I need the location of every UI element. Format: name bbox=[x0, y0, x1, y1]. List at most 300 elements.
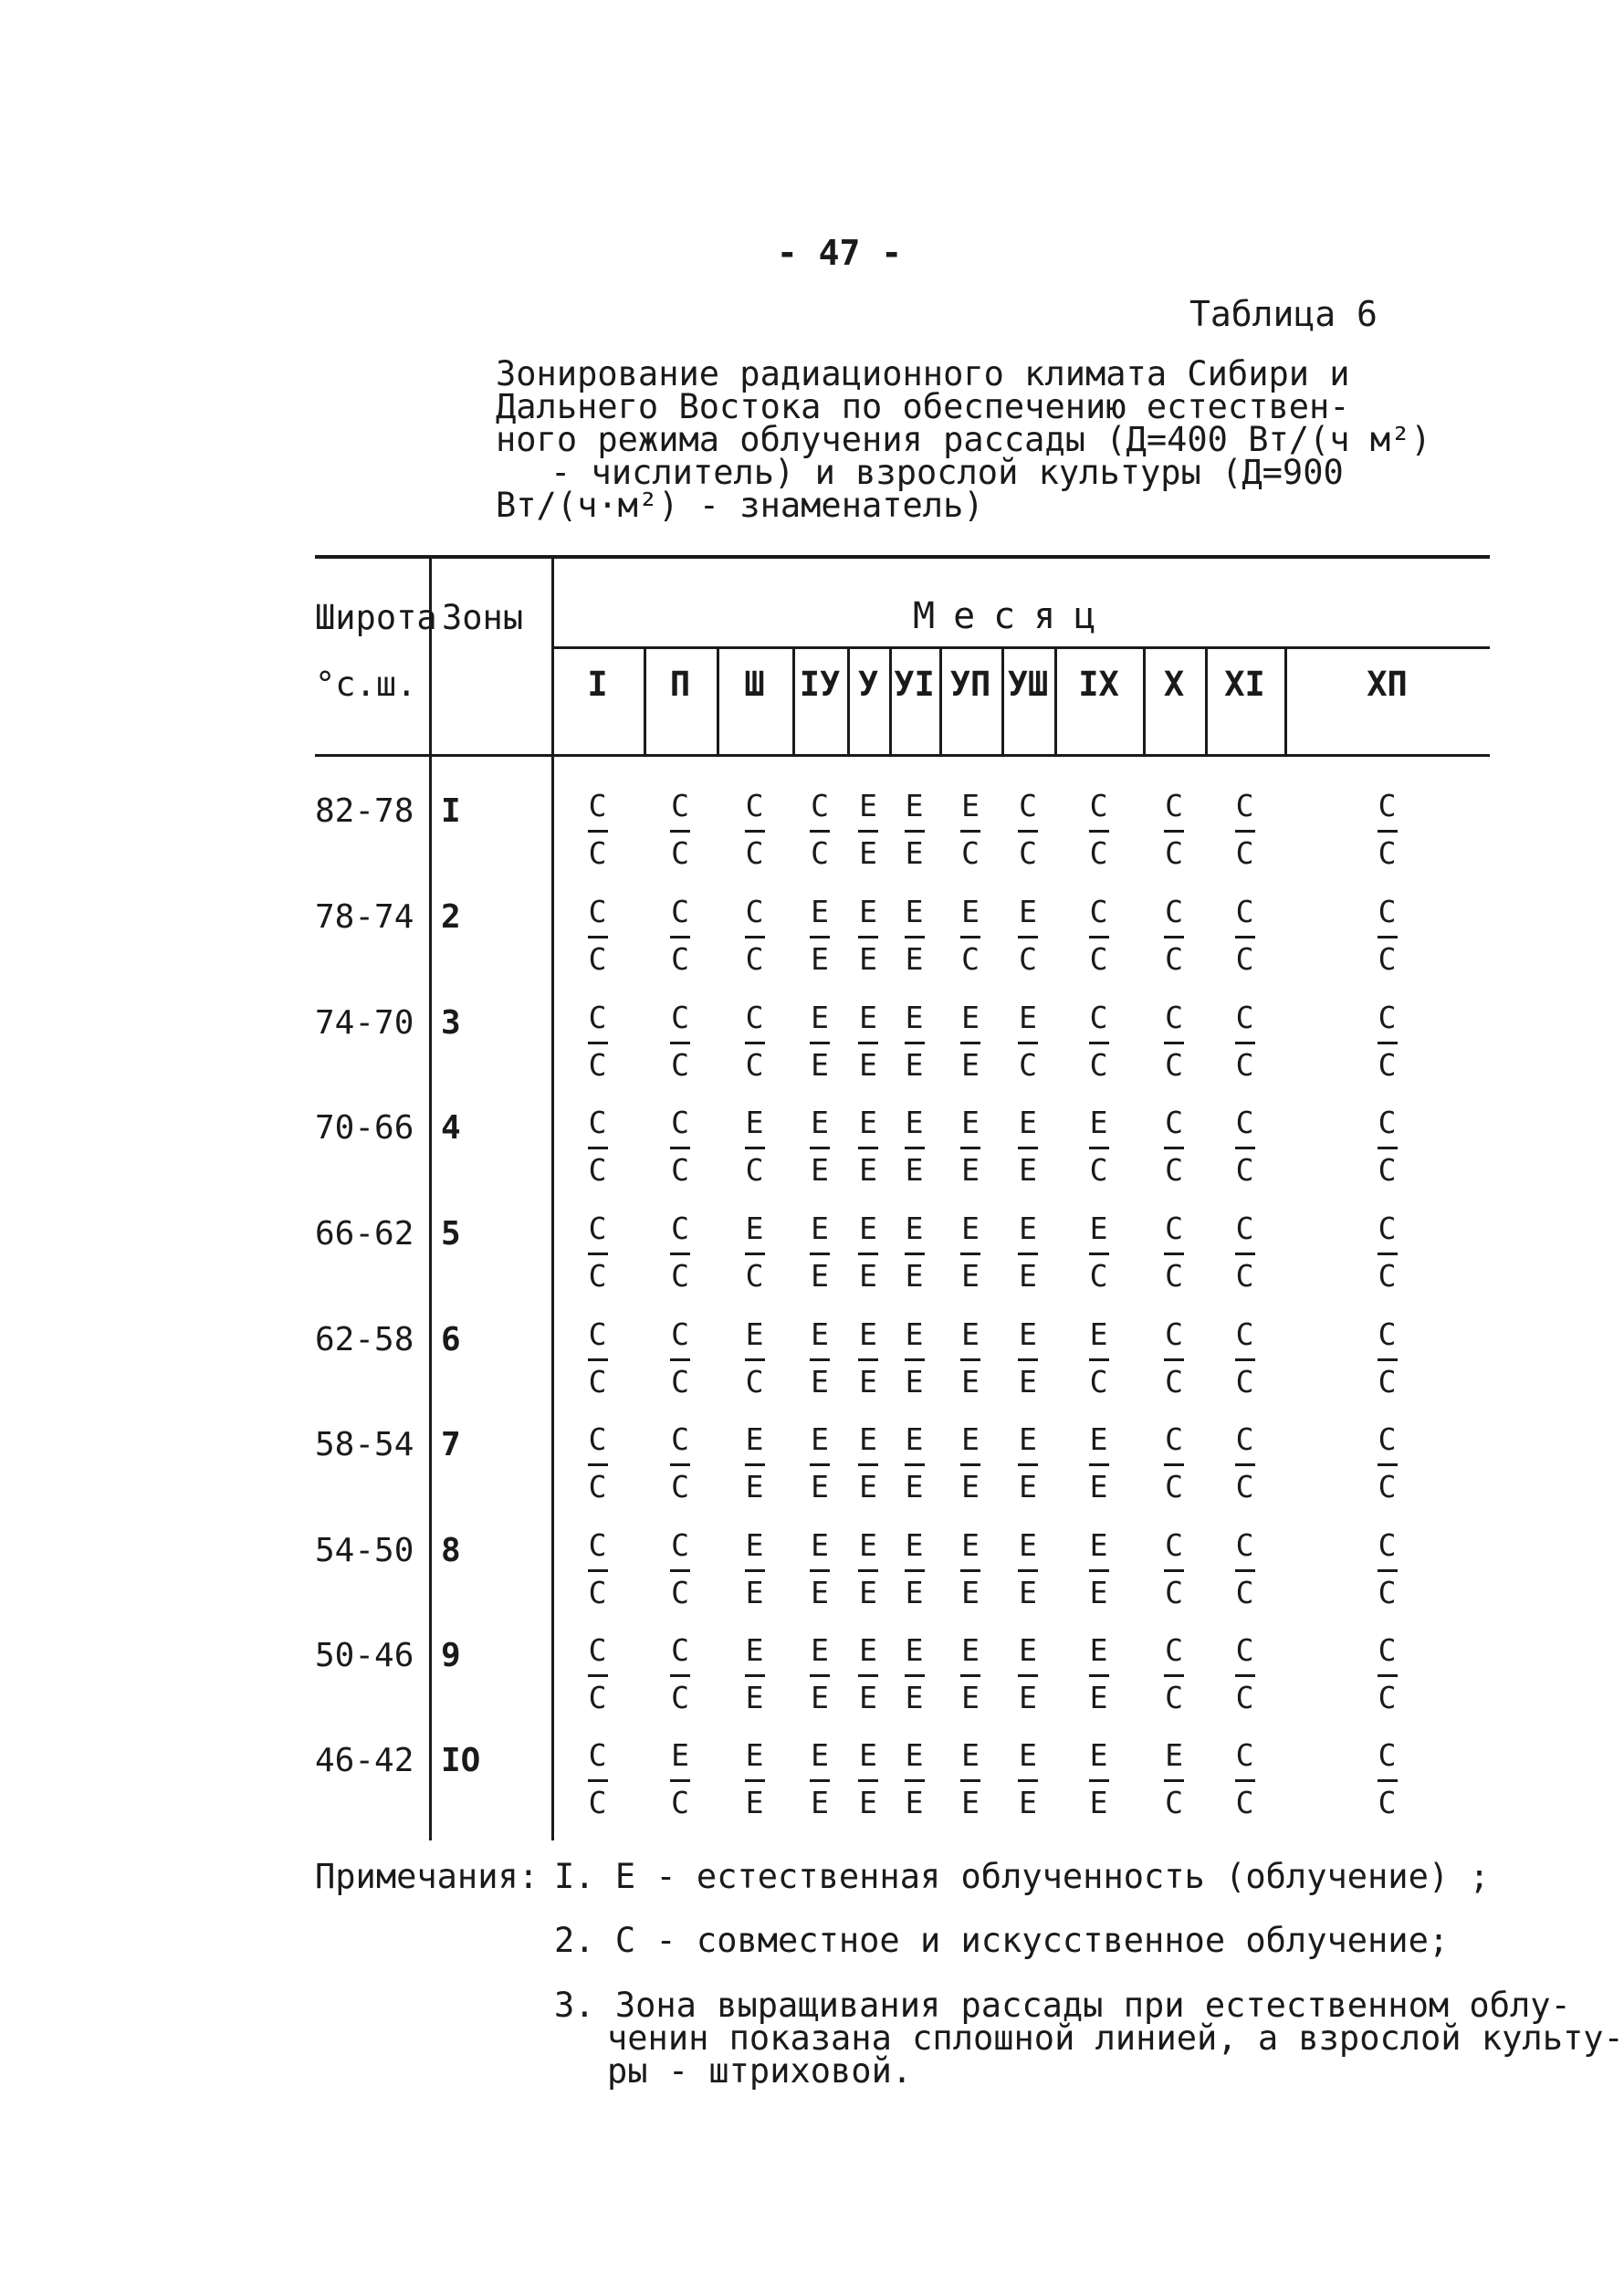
radiation-fraction-cell bbox=[1156, 1737, 1192, 1820]
latitude-cell: 70-66 bbox=[315, 1109, 414, 1147]
latitude-cell: 82-78 bbox=[315, 792, 414, 830]
fraction-numerator: Е bbox=[810, 1530, 830, 1572]
radiation-fraction-cell bbox=[662, 788, 698, 871]
radiation-fraction-cell bbox=[802, 788, 838, 871]
fraction-numerator: Е bbox=[1089, 1424, 1109, 1466]
fraction-denominator: С bbox=[1378, 1575, 1397, 1610]
fraction-numerator: Е bbox=[905, 1213, 925, 1255]
fraction-denominator: Е bbox=[961, 1575, 980, 1610]
fraction-denominator: Е bbox=[745, 1469, 764, 1504]
radiation-fraction-cell bbox=[896, 1632, 933, 1715]
fraction-denominator: Е bbox=[1089, 1469, 1108, 1504]
latitude-cell: 50-46 bbox=[315, 1637, 414, 1674]
fraction-denominator: Е bbox=[811, 1785, 829, 1820]
radiation-fraction-cell bbox=[580, 1632, 616, 1715]
radiation-fraction-cell bbox=[896, 1737, 933, 1820]
fraction-numerator: Е bbox=[858, 791, 878, 833]
fraction-numerator: Е bbox=[905, 1740, 925, 1782]
header-latitude-unit: °с.ш. bbox=[315, 665, 417, 704]
fraction-numerator: Е bbox=[960, 1424, 980, 1466]
radiation-fraction-cell bbox=[1081, 1316, 1117, 1400]
fraction-denominator: С bbox=[811, 835, 829, 871]
fraction-denominator: Е bbox=[905, 835, 924, 871]
fraction-numerator: С bbox=[745, 896, 765, 938]
fraction-numerator: Е bbox=[810, 896, 830, 938]
fraction-denominator: С bbox=[1235, 1680, 1254, 1715]
fraction-numerator: С bbox=[1164, 1635, 1184, 1677]
fraction-denominator: Е bbox=[1089, 1575, 1108, 1610]
caption-line: Зонирование радиационного климата Сибири и bbox=[496, 354, 1350, 393]
fraction-numerator: С bbox=[1235, 1213, 1255, 1255]
zone-cell: 9 bbox=[441, 1637, 461, 1674]
fraction-numerator: Е bbox=[810, 1319, 830, 1361]
fraction-numerator: Е bbox=[745, 1107, 765, 1149]
fraction-denominator: Е bbox=[745, 1785, 764, 1820]
fraction-numerator: С bbox=[670, 1213, 690, 1255]
fraction-denominator: Е bbox=[961, 1364, 980, 1400]
month-col-divider bbox=[1054, 649, 1057, 754]
fraction-denominator: С bbox=[1089, 835, 1108, 871]
fraction-denominator: С bbox=[1089, 1152, 1108, 1188]
radiation-fraction-cell bbox=[1010, 894, 1046, 977]
month-col-divider bbox=[792, 649, 795, 754]
latitude-cell: 62-58 bbox=[315, 1321, 414, 1358]
radiation-fraction-cell bbox=[1227, 1105, 1263, 1188]
fraction-numerator: Е bbox=[1018, 1107, 1038, 1149]
fraction-numerator: С bbox=[670, 1002, 690, 1044]
fraction-numerator: Е bbox=[960, 1530, 980, 1572]
fraction-denominator: С bbox=[1089, 1258, 1108, 1294]
fraction-numerator: Е bbox=[905, 1424, 925, 1466]
fraction-numerator: Е bbox=[905, 1107, 925, 1149]
fraction-denominator: С bbox=[1089, 1364, 1108, 1400]
radiation-fraction-cell bbox=[802, 1527, 838, 1610]
latitude-cell: 46-42 bbox=[315, 1742, 414, 1779]
radiation-fraction-cell bbox=[1156, 1105, 1192, 1188]
radiation-fraction-cell bbox=[1010, 788, 1046, 871]
radiation-fraction-cell bbox=[896, 1527, 933, 1610]
header-zones: Зоны bbox=[442, 598, 524, 637]
radiation-fraction-cell bbox=[580, 788, 616, 871]
fraction-denominator: С bbox=[671, 941, 689, 977]
fraction-denominator: Е bbox=[811, 1047, 829, 1083]
fraction-denominator: Е bbox=[811, 1469, 829, 1504]
radiation-fraction-cell bbox=[896, 1421, 933, 1504]
fraction-numerator: Е bbox=[810, 1107, 830, 1149]
fraction-denominator: С bbox=[1165, 1785, 1183, 1820]
radiation-fraction-cell bbox=[1010, 1316, 1046, 1400]
latitude-cell: 66-62 bbox=[315, 1215, 414, 1253]
zone-cell: I bbox=[441, 792, 461, 830]
radiation-fraction-cell bbox=[952, 1632, 989, 1715]
radiation-fraction-cell bbox=[1227, 1527, 1263, 1610]
radiation-fraction-cell bbox=[662, 1632, 698, 1715]
radiation-fraction-cell bbox=[1010, 1211, 1046, 1294]
fraction-numerator: С bbox=[1164, 1319, 1184, 1361]
fraction-denominator: С bbox=[1089, 941, 1108, 977]
fraction-numerator: Е bbox=[1089, 1530, 1109, 1572]
fraction-denominator: Е bbox=[905, 1152, 924, 1188]
fraction-numerator: Е bbox=[960, 791, 980, 833]
fraction-numerator: С bbox=[670, 1424, 690, 1466]
fraction-numerator: Е bbox=[1018, 896, 1038, 938]
radiation-fraction-cell bbox=[850, 1632, 886, 1715]
radiation-fraction-cell bbox=[952, 1527, 989, 1610]
radiation-fraction-cell bbox=[580, 894, 616, 977]
radiation-fraction-cell bbox=[737, 1105, 773, 1188]
month-col-divider bbox=[889, 649, 892, 754]
zone-cell: 8 bbox=[441, 1532, 461, 1569]
fraction-denominator: Е bbox=[1019, 1469, 1037, 1504]
fraction-denominator: С bbox=[1165, 1364, 1183, 1400]
month-header-cell: УШ bbox=[1007, 665, 1049, 704]
month-col-divider bbox=[1205, 649, 1208, 754]
fraction-denominator: С bbox=[671, 1258, 689, 1294]
radiation-fraction-cell bbox=[896, 788, 933, 871]
fraction-numerator: Е bbox=[905, 1319, 925, 1361]
fraction-denominator: С bbox=[588, 1680, 607, 1715]
caption-line: - числитель) и взрослой культуры (Д=900 bbox=[550, 453, 1344, 492]
fraction-denominator: Е bbox=[859, 1469, 877, 1504]
fraction-denominator: С bbox=[1378, 1152, 1397, 1188]
fraction-denominator: Е bbox=[859, 835, 877, 871]
fraction-numerator: Е bbox=[858, 1530, 878, 1572]
month-header-cell: Ш bbox=[744, 665, 765, 704]
radiation-fraction-cell bbox=[1369, 788, 1406, 871]
fraction-denominator: Е bbox=[1019, 1258, 1037, 1294]
fraction-numerator: Е bbox=[858, 1740, 878, 1782]
fraction-numerator: С bbox=[1089, 791, 1109, 833]
fraction-numerator: Е bbox=[1089, 1107, 1109, 1149]
fraction-numerator: С bbox=[670, 791, 690, 833]
fraction-numerator: С bbox=[1164, 1107, 1184, 1149]
radiation-fraction-cell bbox=[662, 1211, 698, 1294]
radiation-fraction-cell bbox=[737, 1737, 773, 1820]
month-col-divider bbox=[1284, 649, 1287, 754]
fraction-denominator: С bbox=[671, 1785, 689, 1820]
fraction-numerator: Е bbox=[858, 1213, 878, 1255]
radiation-fraction-cell bbox=[1156, 1527, 1192, 1610]
zone-cell: 6 bbox=[441, 1321, 461, 1358]
radiation-fraction-cell bbox=[952, 1211, 989, 1294]
radiation-fraction-cell bbox=[662, 1527, 698, 1610]
fraction-numerator: С bbox=[588, 1424, 608, 1466]
radiation-fraction-cell bbox=[1227, 788, 1263, 871]
zone-cell: IO bbox=[441, 1742, 481, 1779]
fraction-numerator: Е bbox=[810, 1002, 830, 1044]
fraction-denominator: С bbox=[1378, 1469, 1397, 1504]
fraction-numerator: С bbox=[588, 1107, 608, 1149]
zone-cell: 3 bbox=[441, 1004, 461, 1042]
radiation-fraction-cell bbox=[850, 1421, 886, 1504]
fraction-numerator: Е bbox=[810, 1213, 830, 1255]
fraction-numerator: С bbox=[588, 1635, 608, 1677]
month-header-cell: I bbox=[587, 665, 608, 704]
page-number: - 47 - bbox=[776, 233, 903, 273]
latitude-cell: 74-70 bbox=[315, 1004, 414, 1042]
radiation-fraction-cell bbox=[580, 1000, 616, 1083]
fraction-numerator: Е bbox=[1018, 1319, 1038, 1361]
fraction-numerator: С bbox=[1164, 896, 1184, 938]
fraction-denominator: Е bbox=[905, 1258, 924, 1294]
radiation-fraction-cell bbox=[1369, 1632, 1406, 1715]
radiation-fraction-cell bbox=[802, 1632, 838, 1715]
fraction-numerator: С bbox=[670, 1635, 690, 1677]
fraction-denominator: С bbox=[1235, 1469, 1254, 1504]
fraction-numerator: Е bbox=[905, 1002, 925, 1044]
fraction-denominator: Е bbox=[961, 1680, 980, 1715]
radiation-fraction-cell bbox=[737, 1211, 773, 1294]
fraction-denominator: Е bbox=[859, 941, 877, 977]
fraction-denominator: С bbox=[745, 1258, 764, 1294]
fraction-denominator: С bbox=[1165, 1469, 1183, 1504]
fraction-numerator: Е bbox=[810, 1635, 830, 1677]
fraction-numerator: Е bbox=[1018, 1635, 1038, 1677]
fraction-numerator: Е bbox=[960, 896, 980, 938]
radiation-fraction-cell bbox=[1156, 788, 1192, 871]
fraction-numerator: Е bbox=[1089, 1213, 1109, 1255]
fraction-numerator: Е bbox=[745, 1319, 765, 1361]
fraction-numerator: С bbox=[1235, 1424, 1255, 1466]
radiation-fraction-cell bbox=[662, 1316, 698, 1400]
fraction-denominator: Е bbox=[961, 1258, 980, 1294]
fraction-numerator: С bbox=[588, 896, 608, 938]
radiation-fraction-cell bbox=[1081, 1105, 1117, 1188]
fraction-denominator: Е bbox=[859, 1152, 877, 1188]
month-header-cell: X bbox=[1163, 665, 1185, 704]
radiation-fraction-cell bbox=[1227, 1632, 1263, 1715]
fraction-denominator: Е bbox=[859, 1785, 877, 1820]
fraction-denominator: С bbox=[1235, 941, 1254, 977]
radiation-fraction-cell bbox=[737, 788, 773, 871]
fraction-numerator: Е bbox=[670, 1740, 690, 1782]
caption-line: ного режима облучения рассады (Д=400 Вт/(ч м²) bbox=[496, 420, 1431, 459]
radiation-fraction-cell bbox=[737, 1632, 773, 1715]
fraction-denominator: С bbox=[1165, 941, 1183, 977]
month-header-cell: УП bbox=[949, 665, 991, 704]
radiation-fraction-cell bbox=[952, 894, 989, 977]
fraction-numerator: С bbox=[588, 1213, 608, 1255]
radiation-fraction-cell bbox=[1081, 894, 1117, 977]
radiation-fraction-cell bbox=[580, 1421, 616, 1504]
note-line: I. Е - естественная облученность (облучение) ; bbox=[554, 1857, 1490, 1896]
month-header-cell: У bbox=[857, 665, 879, 704]
fraction-denominator: Е bbox=[859, 1680, 877, 1715]
radiation-fraction-cell bbox=[1156, 1316, 1192, 1400]
fraction-numerator: Е bbox=[858, 1319, 878, 1361]
radiation-fraction-cell bbox=[580, 1105, 616, 1188]
fraction-denominator: С bbox=[1235, 1152, 1254, 1188]
fraction-denominator: Е bbox=[905, 1364, 924, 1400]
fraction-numerator: Е bbox=[745, 1740, 765, 1782]
fraction-numerator: Е bbox=[858, 1635, 878, 1677]
fraction-denominator: С bbox=[588, 1575, 607, 1610]
fraction-denominator: Е bbox=[905, 1785, 924, 1820]
fraction-denominator: С bbox=[588, 1469, 607, 1504]
radiation-fraction-cell bbox=[1010, 1000, 1046, 1083]
fraction-denominator: С bbox=[588, 941, 607, 977]
fraction-denominator: С bbox=[745, 835, 764, 871]
month-col-divider bbox=[847, 649, 850, 754]
fraction-numerator: Е bbox=[745, 1530, 765, 1572]
fraction-denominator: С bbox=[1378, 1364, 1397, 1400]
fraction-numerator: Е bbox=[960, 1107, 980, 1149]
fraction-denominator: С bbox=[961, 835, 980, 871]
fraction-numerator: Е bbox=[960, 1002, 980, 1044]
radiation-fraction-cell bbox=[662, 894, 698, 977]
table-top-rule bbox=[315, 555, 1490, 559]
fraction-denominator: С bbox=[588, 1152, 607, 1188]
fraction-numerator: С bbox=[1235, 1635, 1255, 1677]
fraction-numerator: Е bbox=[960, 1740, 980, 1782]
fraction-denominator: С bbox=[588, 1364, 607, 1400]
fraction-denominator: Е bbox=[961, 1047, 980, 1083]
month-col-divider bbox=[1001, 649, 1004, 754]
fraction-denominator: Е bbox=[961, 1469, 980, 1504]
fraction-numerator: С bbox=[1235, 1107, 1255, 1149]
radiation-fraction-cell bbox=[662, 1105, 698, 1188]
radiation-fraction-cell bbox=[737, 1527, 773, 1610]
radiation-fraction-cell bbox=[1081, 1000, 1117, 1083]
month-col-divider bbox=[644, 649, 646, 754]
fraction-numerator: Е bbox=[905, 1635, 925, 1677]
fraction-denominator: С bbox=[1165, 1152, 1183, 1188]
fraction-numerator: С bbox=[1164, 1530, 1184, 1572]
fraction-denominator: С bbox=[745, 1047, 764, 1083]
radiation-fraction-cell bbox=[1156, 1421, 1192, 1504]
fraction-denominator: С bbox=[1235, 1258, 1254, 1294]
month-header-cell: XП bbox=[1367, 665, 1408, 704]
fraction-numerator: Е bbox=[1164, 1740, 1184, 1782]
radiation-fraction-cell bbox=[850, 1105, 886, 1188]
fraction-denominator: Е bbox=[811, 1575, 829, 1610]
radiation-fraction-cell bbox=[802, 1105, 838, 1188]
fraction-numerator: С bbox=[1378, 1635, 1398, 1677]
fraction-numerator: С bbox=[1089, 896, 1109, 938]
fraction-denominator: Е bbox=[1089, 1680, 1108, 1715]
fraction-numerator: С bbox=[1378, 1319, 1398, 1361]
radiation-fraction-cell bbox=[1227, 1421, 1263, 1504]
radiation-fraction-cell bbox=[1369, 1421, 1406, 1504]
fraction-denominator: С bbox=[1089, 1047, 1108, 1083]
radiation-fraction-cell bbox=[662, 1737, 698, 1820]
fraction-denominator: С bbox=[1235, 1047, 1254, 1083]
fraction-numerator: Е bbox=[810, 1424, 830, 1466]
fraction-denominator: Е bbox=[811, 941, 829, 977]
fraction-numerator: С bbox=[1378, 1213, 1398, 1255]
radiation-fraction-cell bbox=[850, 1211, 886, 1294]
month-header-cell: IX bbox=[1078, 665, 1119, 704]
radiation-fraction-cell bbox=[1369, 1527, 1406, 1610]
radiation-fraction-cell bbox=[1081, 1211, 1117, 1294]
radiation-fraction-cell bbox=[952, 1000, 989, 1083]
fraction-numerator: С bbox=[810, 791, 830, 833]
radiation-fraction-cell bbox=[1010, 1737, 1046, 1820]
fraction-numerator: С bbox=[745, 1002, 765, 1044]
fraction-numerator: С bbox=[1235, 896, 1255, 938]
radiation-fraction-cell bbox=[662, 1000, 698, 1083]
fraction-denominator: Е bbox=[1019, 1364, 1037, 1400]
fraction-numerator: С bbox=[1378, 1530, 1398, 1572]
fraction-numerator: С bbox=[670, 1107, 690, 1149]
fraction-denominator: С bbox=[1019, 835, 1037, 871]
fraction-numerator: С bbox=[1378, 1107, 1398, 1149]
fraction-numerator: Е bbox=[858, 1424, 878, 1466]
fraction-denominator: Е bbox=[745, 1575, 764, 1610]
fraction-numerator: Е bbox=[1018, 1530, 1038, 1572]
radiation-fraction-cell bbox=[580, 1211, 616, 1294]
fraction-denominator: Е bbox=[745, 1680, 764, 1715]
radiation-fraction-cell bbox=[850, 894, 886, 977]
fraction-numerator: Е bbox=[960, 1635, 980, 1677]
radiation-fraction-cell bbox=[1156, 1211, 1192, 1294]
radiation-fraction-cell bbox=[1227, 1000, 1263, 1083]
fraction-denominator: С bbox=[588, 835, 607, 871]
fraction-numerator: С bbox=[1378, 1002, 1398, 1044]
radiation-fraction-cell bbox=[1081, 1421, 1117, 1504]
radiation-fraction-cell bbox=[662, 1421, 698, 1504]
fraction-numerator: С bbox=[670, 1530, 690, 1572]
fraction-numerator: Е bbox=[1089, 1740, 1109, 1782]
fraction-numerator: Е bbox=[745, 1213, 765, 1255]
fraction-denominator: С bbox=[1019, 1047, 1037, 1083]
fraction-denominator: С bbox=[671, 1364, 689, 1400]
fraction-denominator: Е bbox=[811, 1364, 829, 1400]
fraction-numerator: С bbox=[588, 1530, 608, 1572]
fraction-numerator: Е bbox=[1089, 1635, 1109, 1677]
fraction-numerator: Е bbox=[745, 1635, 765, 1677]
radiation-fraction-cell bbox=[1369, 1316, 1406, 1400]
fraction-denominator: Е bbox=[905, 1469, 924, 1504]
note-item bbox=[554, 1986, 1624, 2091]
fraction-numerator: С bbox=[1235, 1740, 1255, 1782]
fraction-numerator: Е bbox=[810, 1740, 830, 1782]
fraction-denominator: С bbox=[588, 1047, 607, 1083]
radiation-fraction-cell bbox=[850, 1527, 886, 1610]
note-line: 3. Зона выращивания рассады при естественном облу- bbox=[554, 1986, 1571, 2025]
radiation-fraction-cell bbox=[802, 1316, 838, 1400]
fraction-denominator: Е bbox=[859, 1047, 877, 1083]
fraction-numerator: С bbox=[1164, 1213, 1184, 1255]
fraction-denominator: Е bbox=[905, 1680, 924, 1715]
note-item bbox=[554, 1921, 1450, 1960]
zone-cell: 5 bbox=[441, 1215, 461, 1253]
fraction-denominator: Е bbox=[1019, 1575, 1037, 1610]
fraction-numerator: С bbox=[1164, 1002, 1184, 1044]
fraction-denominator: Е bbox=[859, 1575, 877, 1610]
month-header-cell: УI bbox=[894, 665, 935, 704]
fraction-denominator: Е bbox=[905, 1575, 924, 1610]
radiation-fraction-cell bbox=[1081, 1737, 1117, 1820]
notes-label: Примечания: bbox=[315, 1857, 540, 1896]
fraction-denominator: С bbox=[1165, 1047, 1183, 1083]
fraction-denominator: Е bbox=[811, 1152, 829, 1188]
fraction-denominator: С bbox=[588, 1785, 607, 1820]
fraction-numerator: Е bbox=[1018, 1424, 1038, 1466]
fraction-denominator: С bbox=[671, 1047, 689, 1083]
radiation-fraction-cell bbox=[802, 1211, 838, 1294]
fraction-denominator: С bbox=[588, 1258, 607, 1294]
radiation-fraction-cell bbox=[737, 1000, 773, 1083]
radiation-fraction-cell bbox=[1156, 1632, 1192, 1715]
latitude-cell: 54-50 bbox=[315, 1532, 414, 1569]
radiation-fraction-cell bbox=[1156, 894, 1192, 977]
radiation-fraction-cell bbox=[952, 788, 989, 871]
fraction-denominator: Е bbox=[905, 941, 924, 977]
radiation-fraction-cell bbox=[850, 1737, 886, 1820]
fraction-numerator: С bbox=[1164, 1424, 1184, 1466]
month-col-divider bbox=[717, 649, 719, 754]
